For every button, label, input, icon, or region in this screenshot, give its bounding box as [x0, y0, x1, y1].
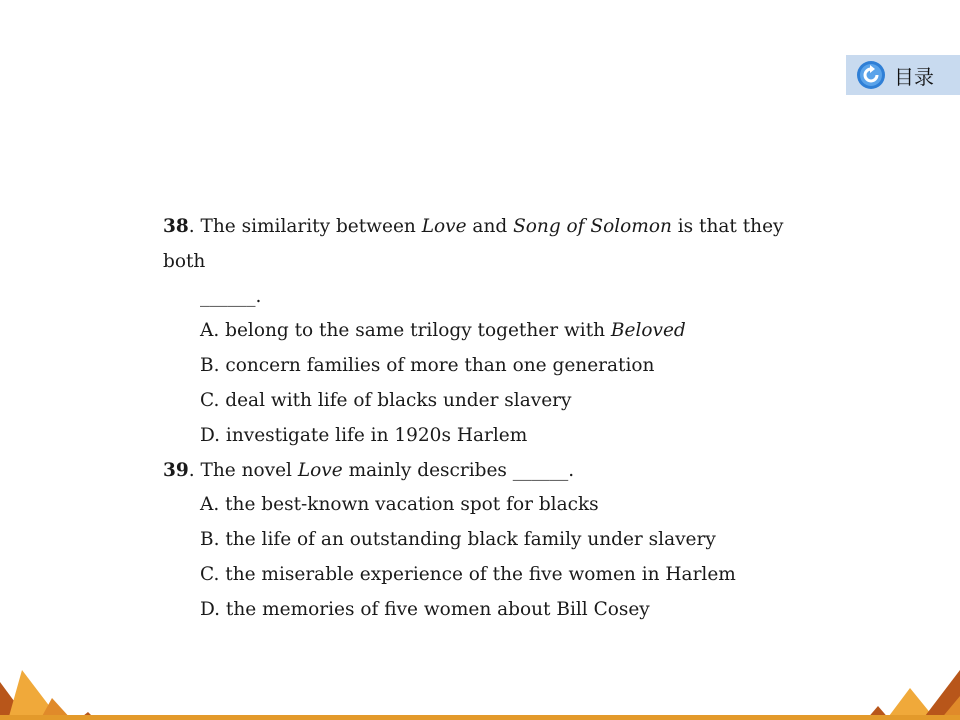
title-song-of-solomon: Song of Solomon: [513, 216, 672, 237]
stem-text: The novel: [200, 459, 298, 481]
option-a[interactable]: [163, 314, 823, 349]
option-a[interactable]: A. the best-known vacation spot for blacks: [200, 494, 599, 516]
title-love: Love: [297, 459, 343, 481]
stem-text: mainly describes ______.: [342, 459, 575, 481]
question-number: 39: [163, 459, 189, 481]
question-39: [163, 454, 823, 489]
stem-text: is that they both: [163, 216, 784, 272]
corner-decoration-right: [860, 660, 960, 720]
option-c[interactable]: C. the miserable experience of the five women in Harlem: [200, 563, 736, 585]
question-number: 38: [163, 216, 189, 237]
option-b[interactable]: B. the life of an outstanding black family under slavery: [200, 529, 716, 551]
option-text: A. belong to the same trilogy together with: [200, 320, 611, 342]
refresh-circle-icon: [856, 60, 886, 90]
toc-button[interactable]: [846, 55, 960, 95]
bottom-accent-bar: [0, 715, 960, 720]
option-c[interactable]: C. deal with life of blacks under slavery: [200, 389, 572, 411]
question-38: [163, 210, 823, 280]
title-beloved: Beloved: [610, 320, 686, 342]
corner-decoration-left: [0, 660, 100, 720]
option-d[interactable]: D. investigate life in 1920s Harlem: [200, 424, 528, 446]
stem-text: and: [466, 216, 514, 237]
option-b[interactable]: B. concern families of more than one generation: [200, 355, 655, 377]
option-d[interactable]: D. the memories of five women about Bill Cosey: [200, 598, 650, 620]
toc-label: 目录: [894, 64, 934, 89]
stem-text: The similarity between: [200, 216, 422, 237]
answer-blank: ______.: [200, 285, 262, 307]
period: .: [188, 459, 201, 481]
period: .: [188, 216, 201, 237]
title-love: Love: [421, 216, 467, 237]
question-list: [163, 210, 823, 628]
